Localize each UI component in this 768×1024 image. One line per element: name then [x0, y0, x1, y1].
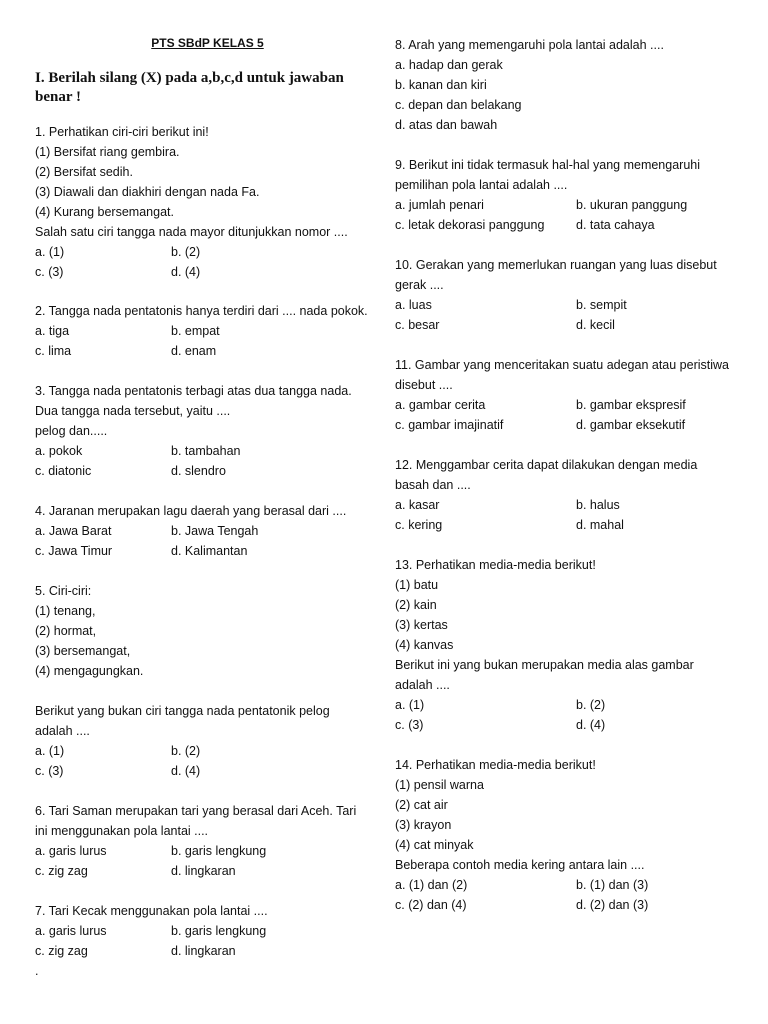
question-block [395, 155, 740, 235]
answer-option: a. tiga [35, 324, 70, 338]
question-text: 14. Perhatikan media-media berikut! [395, 758, 596, 772]
answer-option: b. (2) [171, 744, 201, 758]
question-text: Salah satu ciri tangga nada mayor ditunjukkan nomor .... [35, 225, 348, 239]
question-text: 10. Gerakan yang memerlukan ruangan yang luas disebut [395, 258, 717, 272]
answer-option: c. gambar imajinatif [395, 418, 504, 432]
question-text: (2) hormat, [35, 624, 97, 638]
answer-option: a. garis lurus [35, 924, 107, 938]
question-text: basah dan .... [395, 478, 471, 492]
answer-option: b. garis lengkung [171, 844, 267, 858]
answer-options [35, 741, 380, 781]
question-text: 4. Jaranan merupakan lagu daerah yang berasal dari .... [35, 504, 347, 518]
question-text: (1) batu [395, 578, 439, 592]
answer-option: a. (1) [35, 245, 65, 259]
answer-option: c. (2) dan (4) [395, 898, 467, 912]
question-block [395, 35, 740, 135]
answer-option: c. (3) [395, 718, 424, 732]
question-text: 11. Gambar yang menceritakan suatu adegan atau peristiwa [395, 358, 729, 372]
question-text: Beberapa contoh media kering antara lain .... [395, 858, 645, 872]
answer-options [35, 321, 380, 361]
answer-options [395, 195, 740, 235]
answer-option: b. empat [171, 324, 220, 338]
question-block [35, 801, 380, 881]
answer-option: c. zig zag [35, 944, 88, 958]
question-block [35, 701, 380, 781]
answer-option: a. luas [395, 298, 432, 312]
question-text: (1) Bersifat riang gembira. [35, 145, 180, 159]
question-text: disebut .... [395, 378, 453, 392]
question-text: (3) bersemangat, [35, 644, 131, 658]
answer-option: a. (1) [395, 698, 425, 712]
answer-options [35, 441, 380, 481]
answer-option: b. halus [576, 498, 620, 512]
question-text: gerak .... [395, 278, 444, 292]
answer-options [35, 921, 380, 961]
question-text: (1) pensil warna [395, 778, 484, 792]
answer-option: a. (1) [35, 744, 65, 758]
question-text: 12. Menggambar cerita dapat dilakukan dengan media [395, 458, 698, 472]
answer-option: d. atas dan bawah [395, 118, 498, 132]
question-block [35, 501, 380, 561]
answer-option: a. gambar cerita [395, 398, 486, 412]
answer-option: c. kering [395, 518, 443, 532]
answer-options [395, 495, 740, 535]
answer-option: b. gambar ekspresif [576, 398, 686, 412]
answer-option: c. zig zag [35, 864, 88, 878]
answer-options [35, 242, 380, 282]
question-text: (2) cat air [395, 798, 448, 812]
question-text: Berikut ini yang bukan merupakan media alas gambar [395, 658, 694, 672]
answer-option: a. (1) dan (2) [395, 878, 468, 892]
answer-option: c. letak dekorasi panggung [395, 218, 545, 232]
page-title: PTS SBdP KELAS 5 [151, 36, 264, 50]
question-block [395, 355, 740, 435]
answer-option: c. besar [395, 318, 440, 332]
question-text: 1. Perhatikan ciri-ciri berikut ini! [35, 125, 209, 139]
answer-option: c. Jawa Timur [35, 544, 113, 558]
answer-options [395, 695, 740, 735]
question-text: 9. Berikut ini tidak termasuk hal-hal yang memengaruhi [395, 158, 701, 172]
question-text: (4) mengagungkan. [35, 664, 144, 678]
question-text: (1) tenang, [35, 604, 96, 618]
question-text: 3. Tangga nada pentatonis terbagi atas dua tangga nada. [35, 384, 352, 398]
question-block [395, 455, 740, 535]
question-block [395, 255, 740, 335]
question-text: adalah .... [395, 678, 450, 692]
answer-option: c. diatonic [35, 464, 92, 478]
answer-option: b. Jawa Tengah [171, 524, 259, 538]
question-text: (3) krayon [395, 818, 452, 832]
question-text: adalah .... [35, 724, 90, 738]
answer-option: a. pokok [35, 444, 83, 458]
answer-option: d. (4) [171, 265, 201, 279]
question-text: Berikut yang bukan ciri tangga nada pentatonik pelog [35, 704, 330, 718]
trailing-mark: . [35, 964, 39, 978]
question-block [35, 122, 380, 282]
question-text: 8. Arah yang memengaruhi pola lantai adalah .... [395, 38, 664, 52]
answer-option: d. (4) [171, 764, 201, 778]
answer-option: b. kanan dan kiri [395, 78, 487, 92]
question-text: 5. Ciri-ciri: [35, 584, 92, 598]
answer-option: b. sempit [576, 298, 627, 312]
answer-option: a. Jawa Barat [35, 524, 112, 538]
answer-options [35, 841, 380, 881]
question-text: ini menggunakan pola lantai .... [35, 824, 209, 838]
answer-option: d. gambar eksekutif [576, 418, 686, 432]
question-block [35, 581, 380, 681]
answer-option: d. (4) [576, 718, 606, 732]
answer-options [395, 395, 740, 435]
question-block [35, 301, 380, 361]
answer-option: d. kecil [576, 318, 615, 332]
question-block [35, 901, 380, 981]
answer-option: d. (2) dan (3) [576, 898, 649, 912]
answer-option: b. tambahan [171, 444, 241, 458]
answer-option: d. Kalimantan [171, 544, 248, 558]
answer-options [395, 875, 740, 915]
question-text: (3) kertas [395, 618, 448, 632]
answer-option: b. (2) [576, 698, 606, 712]
answer-option: d. mahal [576, 518, 624, 532]
answer-option: a. kasar [395, 498, 440, 512]
question-text: (3) Diawali dan diakhiri dengan nada Fa. [35, 185, 260, 199]
answer-options [395, 295, 740, 335]
question-text: pemilihan pola lantai adalah .... [395, 178, 568, 192]
answer-option: c. lima [35, 344, 72, 358]
answer-options [35, 521, 380, 561]
answer-option: a. garis lurus [35, 844, 107, 858]
answer-option: b. garis lengkung [171, 924, 267, 938]
question-text: (4) cat minyak [395, 838, 474, 852]
question-block [35, 381, 380, 481]
question-text: (4) Kurang bersemangat. [35, 205, 174, 219]
question-text: pelog dan..... [35, 424, 108, 438]
answer-option: a. jumlah penari [395, 198, 484, 212]
answer-option: d. lingkaran [171, 944, 236, 958]
question-text: 6. Tari Saman merupakan tari yang berasal dari Aceh. Tari [35, 804, 357, 818]
section-instruction: I. Berilah silang (X) pada a,b,c,d untuk jawaban benar ! [35, 70, 344, 105]
answer-option: b. (2) [171, 245, 201, 259]
answer-option: d. tata cahaya [576, 218, 655, 232]
question-block [395, 755, 740, 915]
answer-option: d. slendro [171, 464, 226, 478]
answer-option: a. hadap dan gerak [395, 58, 503, 72]
answer-option: b. (1) dan (3) [576, 878, 649, 892]
question-text: 7. Tari Kecak menggunakan pola lantai .... [35, 904, 268, 918]
answer-option: c. (3) [35, 764, 64, 778]
question-text: Dua tangga nada tersebut, yaitu .... [35, 404, 231, 418]
answer-option: b. ukuran panggung [576, 198, 688, 212]
question-text: 2. Tangga nada pentatonis hanya terdiri dari .... nada pokok. [35, 304, 368, 318]
answer-option: d. enam [171, 344, 217, 358]
question-text: 13. Perhatikan media-media berikut! [395, 558, 596, 572]
question-text: (4) kanvas [395, 638, 454, 652]
question-text: (2) kain [395, 598, 437, 612]
question-text: (2) Bersifat sedih. [35, 165, 133, 179]
question-block [395, 555, 740, 735]
answer-option: c. (3) [35, 265, 64, 279]
answer-option: d. lingkaran [171, 864, 236, 878]
answer-option: c. depan dan belakang [395, 98, 522, 112]
